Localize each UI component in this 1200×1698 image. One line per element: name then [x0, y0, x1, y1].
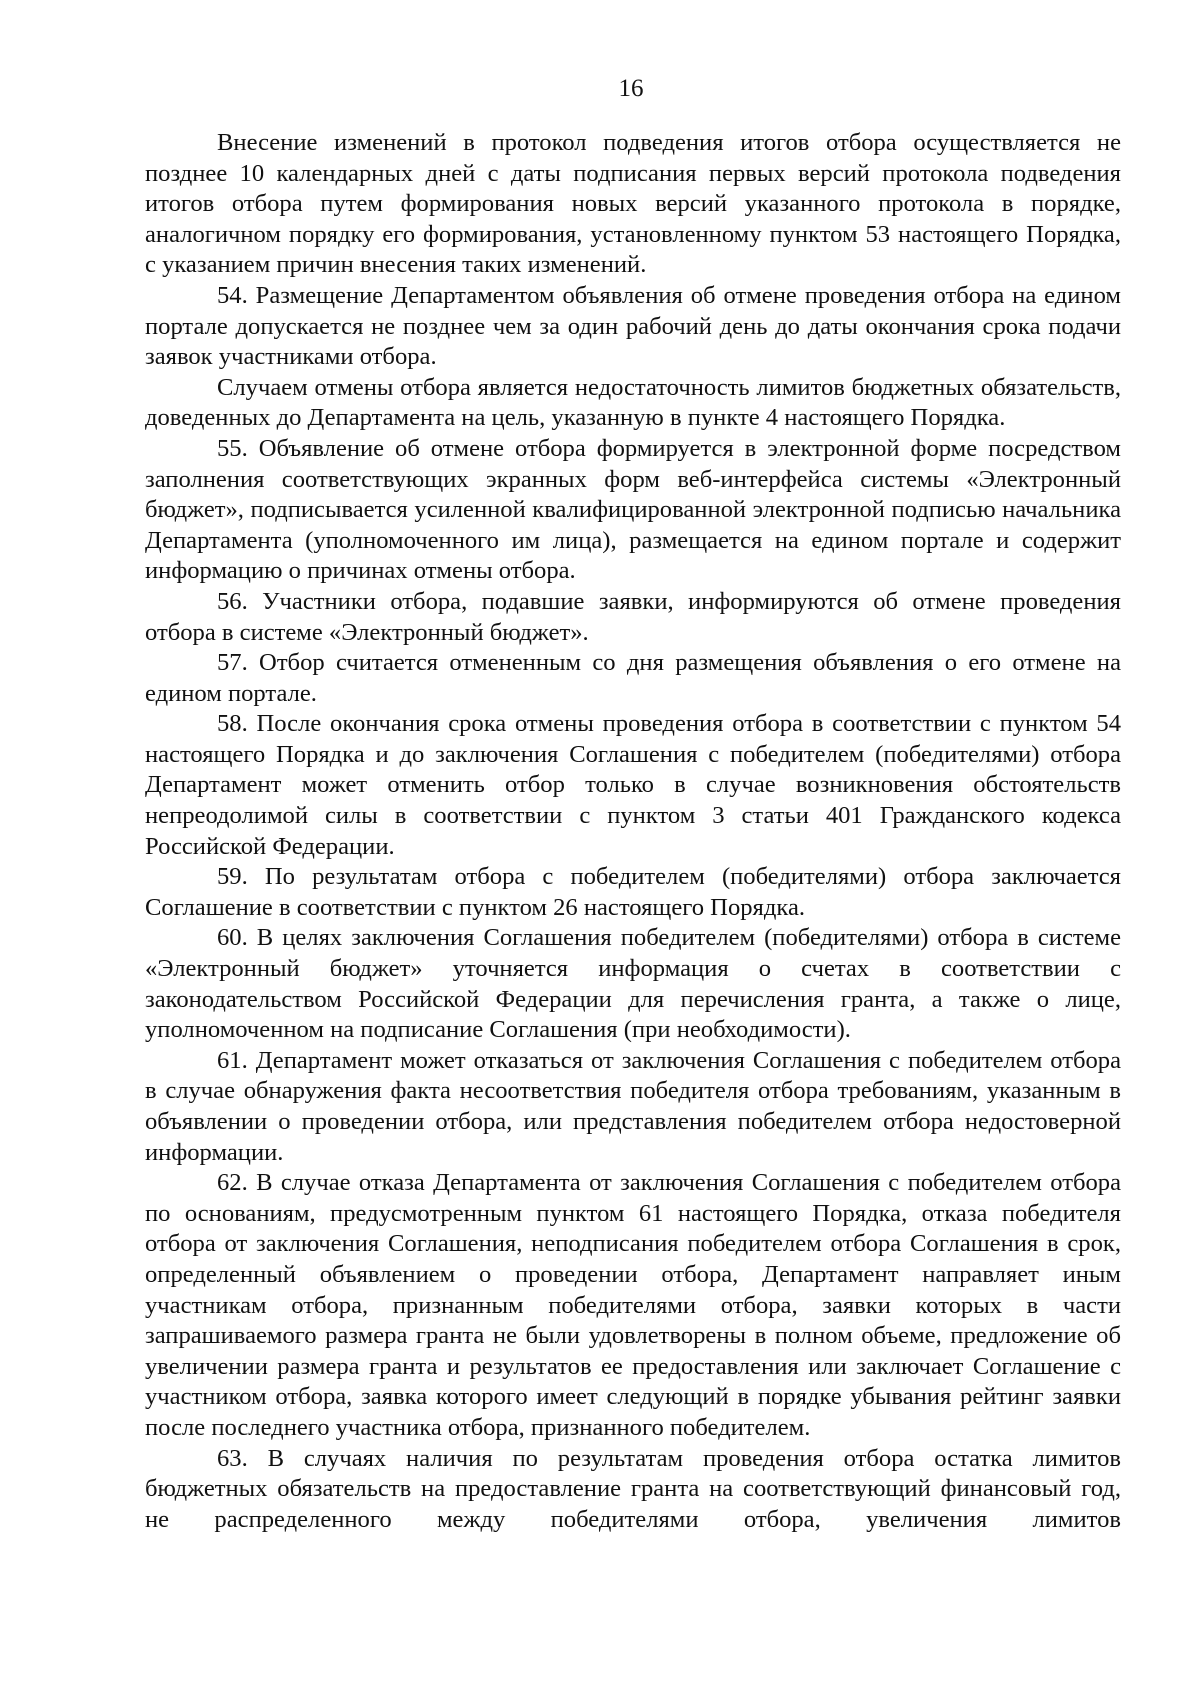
paragraph-62: 62. В случае отказа Департамента от заключения Соглашения с победителем отбора по основаниям, предусмотренным пунктом 61 настоящего Порядка, отказа победителя отбора от заключения Соглашения, неподписания победителем отбора Соглашения в срок, определенный объявлением о проведении отбора, Департамент направляет иным участникам отбора, признанным победителями отбора, заявки которых в части запрашиваемого размера гранта не были удовлетворены в полном объеме, предложение об увеличении размера гранта и результатов ее предоставления или заключает Соглашение с участником отбора, заявка которого имеет следующий в порядке убывания рейтинг заявки после последнего участника отбора, признанного победителем. [145, 1169, 1121, 1441]
paragraph-58: 58. После окончания срока отмены проведения отбора в соответствии с пунктом 54 настоящего Порядка и до заключения Соглашения с победителем (победителями) отбора Департамент может отменить отбор только в случае возникновения обстоятельств непреодолимой силы в соответствии с пунктом 3 статьи 401 Гражданского кодекса Российской Федерации. [145, 710, 1121, 860]
paragraph-56: 56. Участники отбора, подавшие заявки, информируются об отмене проведения отбора в системе «Электронный бюджет». [145, 587, 1121, 646]
paragraph-amendment-protocol: Внесение изменений в протокол подведения итогов отбора осуществляется не позднее 10 календарных дней с даты подписания первых версий протокола подведения итогов отбора путем формирования новых версий указанного протокола в порядке, аналогичном порядку его формирования, установленному пунктом 53 настоящего Порядка, с указанием причин внесения таких изменений. [145, 129, 1121, 279]
paragraph-cancellation-case: Случаем отмены отбора является недостаточность лимитов бюджетных обязательств, доведенных до Департамента на цель, указанную в пункте 4 настоящего Порядка. [145, 373, 1121, 432]
paragraph-55: 55. Объявление об отмене отбора формируется в электронной форме посредством заполнения соответствующих экранных форм веб-интерфейса системы «Электронный бюджет», подписывается усиленной квалифицированной электронной подписью начальника Департамента (уполномоченного им лица), размещается на едином портале и содержит информацию о причинах отмены отбора. [145, 434, 1121, 585]
page-number: 16 [618, 75, 644, 102]
paragraph-59: 59. По результатам отбора с победителем (победителями) отбора заключается Соглашение в соответствии с пунктом 26 настоящего Порядка. [145, 863, 1121, 921]
paragraph-57: 57. Отбор считается отмененным со дня размещения объявления о его отмене на едином портале. [145, 649, 1121, 707]
document-body [145, 128, 1121, 1535]
paragraph-54: 54. Размещение Департаментом объявления об отмене проведения отбора на едином портале допускается не позднее чем за один рабочий день до даты окончания срока подачи заявок участниками отбора. [145, 281, 1121, 371]
paragraph-60: 60. В целях заключения Соглашения победителем (победителями) отбора в системе «Электронный бюджет» уточняется информация о счетах в соответствии с законодательством Российской Федерации для перечисления гранта, а также о лице, уполномоченном на подписание Соглашения (при необходимости). [145, 924, 1121, 1044]
paragraph-61: 61. Департамент может отказаться от заключения Соглашения с победителем отбора в случае обнаружения факта несоответствия победителя отбора требованиям, указанным в объявлении о проведении отбора, или представления победителем отбора недостоверной информации. [145, 1046, 1121, 1166]
paragraph-63: 63. В случаях наличия по результатам проведения отбора остатка лимитов бюджетных обязательств на предоставление гранта на соответствующий финансовый год, не распределенного между победителями отбора, увеличения лимитов [145, 1444, 1121, 1533]
